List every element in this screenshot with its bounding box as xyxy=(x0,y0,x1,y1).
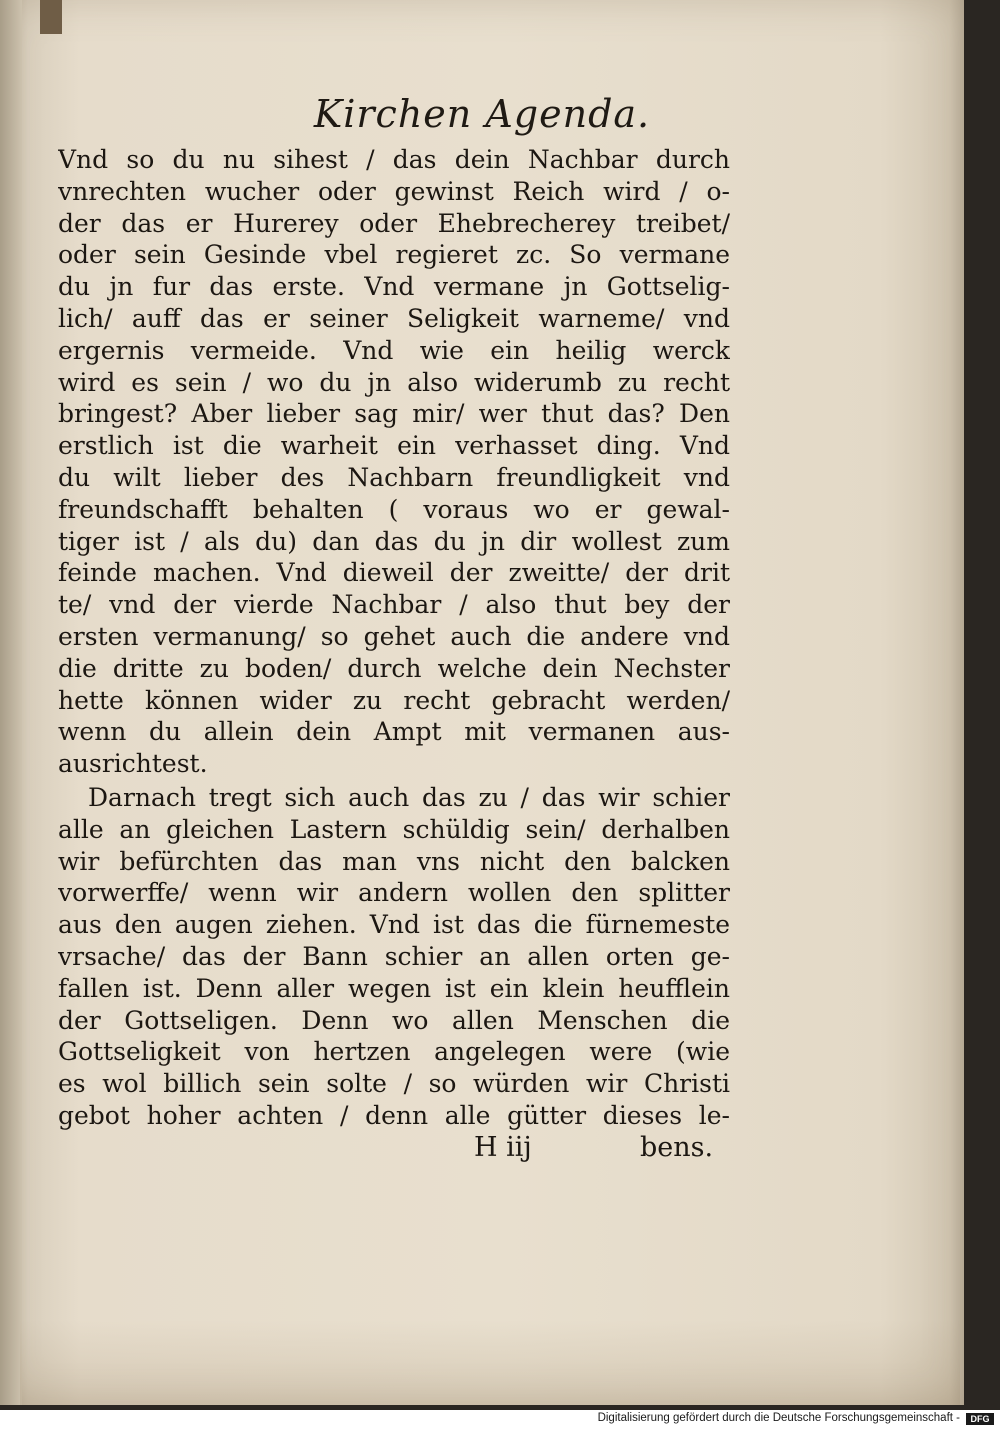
credit-bar xyxy=(0,1410,1000,1429)
text-line: feinde machen. Vnd dieweil der zweitte/ der drit xyxy=(58,558,730,588)
text-line: Gottseligkeit von hertzen angelegen were (wie xyxy=(58,1037,730,1067)
signature-mark: H iij xyxy=(474,1132,532,1163)
paragraph-2 xyxy=(58,782,730,1132)
text-line: bringest? Aber lieber sag mir/ wer thut das? Den xyxy=(58,399,730,429)
text-line: freundschafft behalten ( voraus wo er gewal- xyxy=(58,494,730,524)
page-tab-mark xyxy=(40,0,62,34)
text-line: die dritte zu boden/ durch welche dein Nechster xyxy=(58,653,730,683)
dfg-logo: DFG xyxy=(966,1413,994,1425)
funding-credit: Digitalisierung gefördert durch die Deutsche Forschungsgemeinschaft - xyxy=(597,1412,960,1424)
text-line: der Gottseligen. Denn wo allen Menschen die xyxy=(58,1005,730,1035)
text-line: oder sein Gesinde vbel regieret zc. So vermane xyxy=(58,240,730,270)
text-line: vrsache/ das der Bann schier an allen orten ge- xyxy=(58,941,730,971)
text-line: aus den augen ziehen. Vnd ist das die fürnemeste xyxy=(58,910,730,940)
paragraph-1 xyxy=(58,144,730,780)
page-stain xyxy=(20,1320,960,1405)
text-line: lich/ auff das er seiner Seligkeit warneme/ vnd xyxy=(58,303,730,333)
text-line: fallen ist. Denn aller wegen ist ein klein heufflein xyxy=(58,973,730,1003)
text-line: gebot hoher achten / denn alle gütter dieses le- xyxy=(58,1100,730,1130)
text-line: ersten vermanung/ so gehet auch die andere vnd xyxy=(58,621,730,651)
text-line: tiger ist / als du) dan das du jn dir wollest zum xyxy=(58,526,730,556)
text-line: der das er Hurerey oder Ehebrecherey treibet/ xyxy=(58,208,730,238)
page-footer xyxy=(0,1132,964,1172)
text-line: hette können wider zu recht gebracht werden/ xyxy=(58,685,730,715)
catchword: bens. xyxy=(640,1132,714,1163)
page-gutter xyxy=(0,0,22,1405)
text-line: Darnach tregt sich auch das zu / das wir schier xyxy=(88,783,730,812)
text-line: du jn fur das erste. Vnd vermane jn Gottselig- xyxy=(58,272,730,302)
text-line: vnrechten wucher oder gewinst Reich wird / o- xyxy=(58,176,730,206)
text-line: wenn du allein dein Ampt mit vermanen aus- xyxy=(58,717,730,747)
text-line: alle an gleichen Lastern schüldig sein/ derhalben xyxy=(58,814,730,844)
text-line: te/ vnd der vierde Nachbar / also thut bey der xyxy=(58,590,730,620)
text-line: ergernis vermeide. Vnd wie ein heilig werck xyxy=(58,335,730,365)
text-line: ausrichtest. xyxy=(58,749,208,779)
text-line: du wilt lieber des Nachbarn freundligkeit vnd xyxy=(58,462,730,492)
text-line: vorwerffe/ wenn wir andern wollen den splitter xyxy=(58,878,730,908)
text-line: wir befürchten das man vns nicht den balcken xyxy=(58,846,730,876)
text-line: erstlich ist die warheit ein verhasset ding. Vnd xyxy=(58,431,730,461)
text-line: es wol billich sein solte / so würden wir Christi xyxy=(58,1069,730,1099)
text-line: wird es sein / wo du jn also widerumb zu recht xyxy=(58,367,730,397)
running-title: Kirchen Agenda. xyxy=(313,92,651,136)
text-line: Vnd so du nu sihest / das dein Nachbar durch xyxy=(58,145,730,174)
